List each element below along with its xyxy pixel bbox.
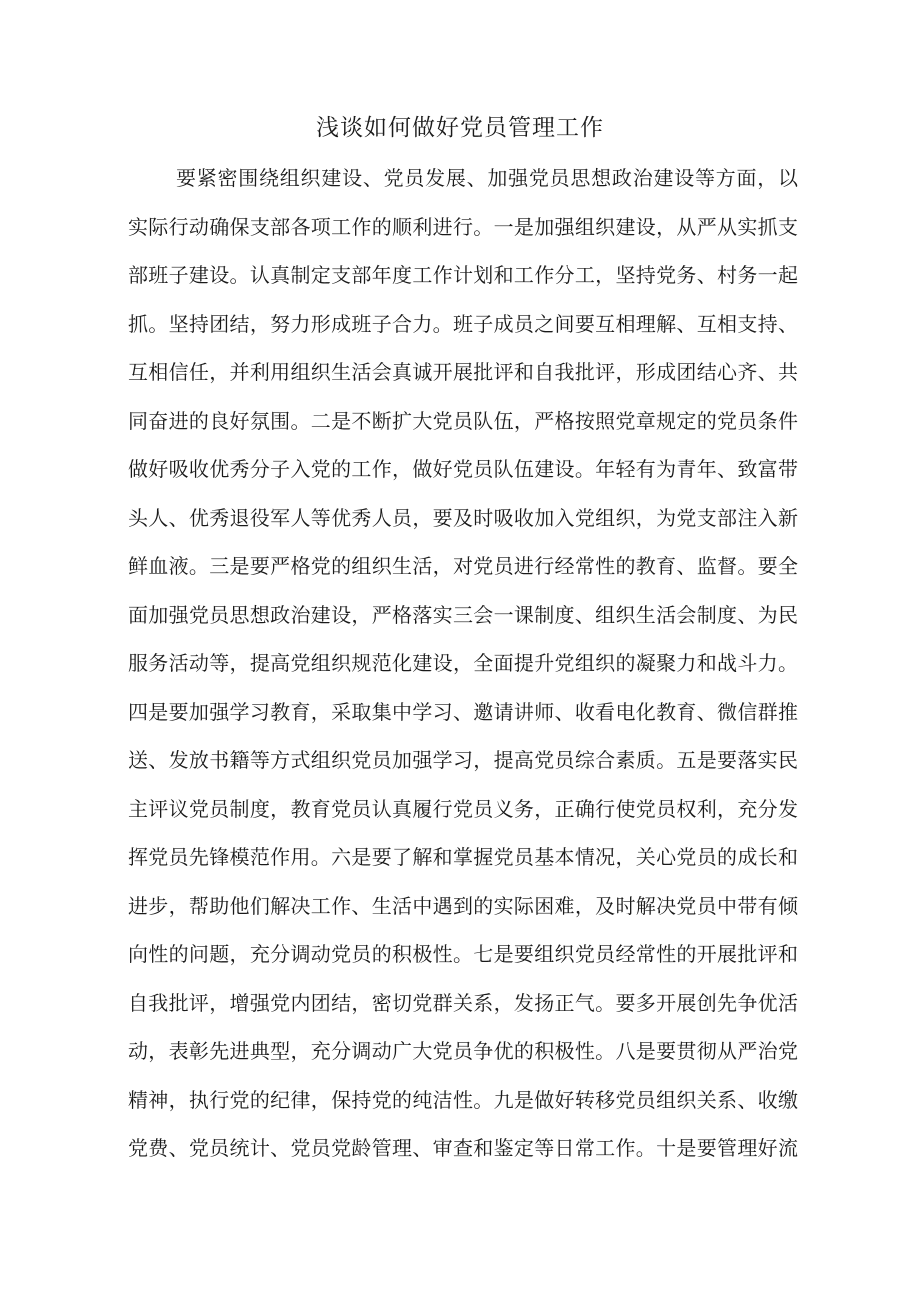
- text-line: 互相信任，并利用组织生活会真诚开展批评和自我批评，形成团结心齐、共: [128, 360, 798, 384]
- text-line: 头人、优秀退役军人等优秀人员，要及时吸收加入党组织，为党支部注入新: [128, 505, 798, 530]
- text-line: 同奋进的良好氛围。二是不断扩大党员队伍，严格按照党章规定的党员条件: [128, 408, 798, 433]
- document-title: 浅谈如何做好党员管理工作: [316, 115, 604, 141]
- text-line: 送、发放书籍等方式组织党员加强学习，提高党员综合素质。五是要落实民: [128, 748, 798, 772]
- text-line: 做好吸收优秀分子入党的工作，做好党员队伍建设。年轻有为青年、致富带: [128, 457, 798, 481]
- text-line: 精神，执行党的纪律，保持党的纯洁性。九是做好转移党员组织关系、收缴: [128, 1087, 798, 1112]
- text-line: 挥党员先锋模范作用。六是要了解和掌握党员基本情况，关心党员的成长和: [128, 845, 798, 869]
- text-line: 鲜血液。三是要严格党的组织生活，对党员进行经常性的教育、监督。要全: [128, 554, 798, 578]
- body-paragraph: [128, 154, 798, 1173]
- text-line: 部班子建设。认真制定支部年度工作计划和工作分工，坚持党务、村务一起: [128, 263, 798, 287]
- text-line: 自我批评，增强党内团结，密切党群关系，发扬正气。要多开展创先争优活: [128, 990, 798, 1015]
- text-line: 要紧密围绕组织建设、党员发展、加强党员思想政治建设等方面，以: [176, 166, 798, 190]
- text-line: 向性的问题，充分调动党员的积极性。七是要组织党员经常性的开展批评和: [128, 942, 798, 966]
- text-line: 主评议党员制度，教育党员认真履行党员义务，正确行使党员权利，充分发: [128, 796, 798, 821]
- text-line: 抓。坚持团结，努力形成班子合力。班子成员之间要互相理解、互相支持、: [128, 311, 798, 336]
- text-line: 党费、党员统计、党员党龄管理、审查和鉴定等日常工作。十是要管理好流: [128, 1136, 798, 1160]
- text-line: 进步，帮助他们解决工作、生活中遇到的实际困难，及时解决党员中带有倾: [128, 893, 798, 918]
- text-line: 服务活动等，提高党组织规范化建设，全面提升党组织的凝聚力和战斗力。: [128, 651, 798, 675]
- text-line: 面加强党员思想政治建设，严格落实三会一课制度、组织生活会制度、为民: [128, 602, 798, 627]
- text-line: 四是要加强学习教育，采取集中学习、邀请讲师、收看电化教育、微信群推: [128, 699, 798, 724]
- text-line: 动，表彰先进典型，充分调动广大党员争优的积极性。八是要贯彻从严治党: [128, 1039, 798, 1063]
- text-line: 实际行动确保支部各项工作的顺利进行。一是加强组织建设，从严从实抓支: [128, 214, 798, 239]
